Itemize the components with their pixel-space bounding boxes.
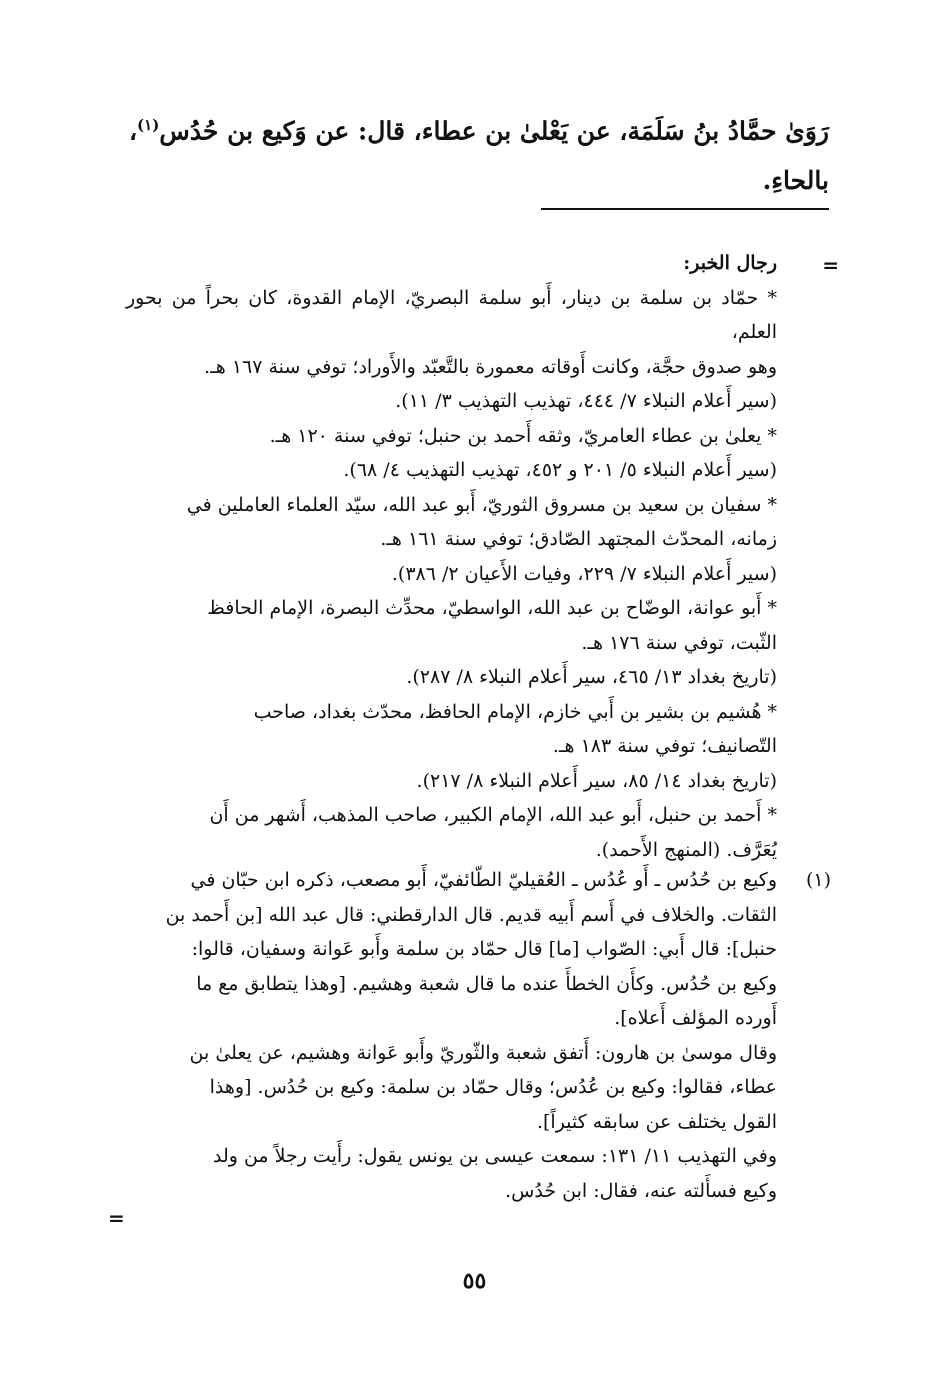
footnote-line: وكيع بن حُدُس. وكأَن الخطأَ عنده ما قال شعبة وهشيم. [وهذا يتطابق مع ما [196, 972, 777, 995]
footnote-reference: (١) [137, 116, 160, 134]
notes-line: التّصانيف؛ توفي سنة ١٨٣ هـ. [552, 735, 777, 757]
narrators-notes [126, 246, 777, 867]
notes-line: (سير أَعلام النبلاء ٧/ ٤٤٤، تهذيب التهذيب ٣/ ١١). [395, 390, 777, 412]
notes-line: يُعَرَّف. (المنهج الأَحمد). [595, 838, 777, 861]
notes-line: * سفيان بن سعيد بن مسروق الثوريّ، أَبو عبد الله، سيّد العلماء العاملين في [186, 493, 777, 516]
footnote-number: (١) [805, 869, 831, 891]
notes-line: * أَبو عوانة، الوضّاح بن عبد الله، الواسطيّ، محدِّث البصرة، الإمام الحافظ [207, 597, 777, 619]
footnote-line: حنبل]: قال أَبي: الصّواب [ما] قال حمّاد بن سلمة وأَبو عَوانة وسفيان، قالوا: [191, 938, 777, 960]
separator-line [541, 208, 829, 210]
notes-line: * يعلىٰ بن عطاء العامريّ، وثقه أَحمد بن حنبل؛ توفي سنة ١٢٠ هـ. [269, 424, 777, 447]
footnote-line: وفي التهذيب ١١/ ١٣١: سمعت عيسى بن يونس يقول: رأَيت رجلاً من ولد [212, 1145, 777, 1167]
notes-line: الثّبت، توفي سنة ١٧٦ هـ. [581, 631, 777, 654]
notes-line: (سير أَعلام النبلاء ٧/ ٢٢٩، وفيات الأَعيان ٢/ ٣٨٦). [391, 562, 777, 585]
footnote-line: وكيع فسأَلته عنه، فقال: ابن حُدُس. [505, 1179, 777, 1202]
notes-line: * أَحمد بن حنبل، أَبو عبد الله، الإمام الكبير، صاحب المذهب، أَشهر من أَن [209, 804, 777, 826]
notes-line: وهو صدوق حجَّة، وكانت أَوقاته معمورة بالتَّعبّد والأَوراد؛ توفي سنة ١٦٧ هـ. [204, 355, 777, 378]
footnote-line: القول يختلف عن سابقه كثيراً]. [536, 1110, 777, 1133]
footnote-line: الثقات. والخلاف في أَسم أَبيه قديم. قال الدارقطني: قال عبد الله [بن أَحمد بن [165, 903, 777, 926]
main-text-line-2: بالحاءِ. [762, 166, 829, 196]
footnote [126, 863, 777, 1208]
footnote-line: عطاء، فقالوا: وكيع بن عُدُس؛ وقال حمّاد بن سلمة: وكيع بن حُدُس. [وهذا [209, 1076, 777, 1098]
continuation-marker-top: = [822, 253, 839, 277]
page-number: ٥٥ [462, 1268, 487, 1294]
notes-line: زمانه، المحدّث المجتهد الصّادق؛ توفي سنة ١٦١ هـ. [380, 528, 777, 550]
notes-line: * حمّاد بن سلمة بن دينار، أَبو سلمة البصريّ، الإمام القدوة، كان بحراً من بحور العلم، [126, 286, 777, 343]
notes-line: * هُشيم بن بشير بن أَبي خازم، الإمام الحافظ، محدّث بغداد، صاحب [253, 700, 777, 723]
footnote-line: وقال موسىٰ بن هارون: أَتفق شعبة والثّوريّ وأَبو عَوانة وهشيم، عن يعلىٰ بن [189, 1041, 777, 1064]
notes-line: (تاريخ بغداد ١٣/ ٤٦٥، سير أَعلام النبلاء ٨/ ٢٨٧). [406, 666, 777, 688]
footnote-line: وكيع بن حُدُس ـ أَو عُدُس ـ العُقيليّ الطّائفيّ، أَبو مصعب، ذكره ابن حبّان في [190, 869, 777, 891]
notes-heading: رجال الخبر: [683, 252, 777, 274]
footnote-line: أَورده المؤلف أَعلاه]. [614, 1007, 777, 1029]
continuation-marker-bottom: = [108, 1206, 125, 1230]
notes-line: (سير أَعلام النبلاء ٥/ ٢٠١ و ٤٥٢، تهذيب التهذيب ٤/ ٦٨). [343, 459, 777, 481]
notes-line: (تاريخ بغداد ١٤/ ٨٥، سير أَعلام النبلاء ٨/ ٢١٧). [416, 769, 777, 792]
main-text [120, 100, 829, 206]
main-text-line-1: رَوَىٰ حمَّادُ بنُ سَلَمَة، عن يَعْلىٰ بن عطاء، قال: عن وَكيع بن حُدُس$^{(١)}$، [128, 116, 829, 146]
